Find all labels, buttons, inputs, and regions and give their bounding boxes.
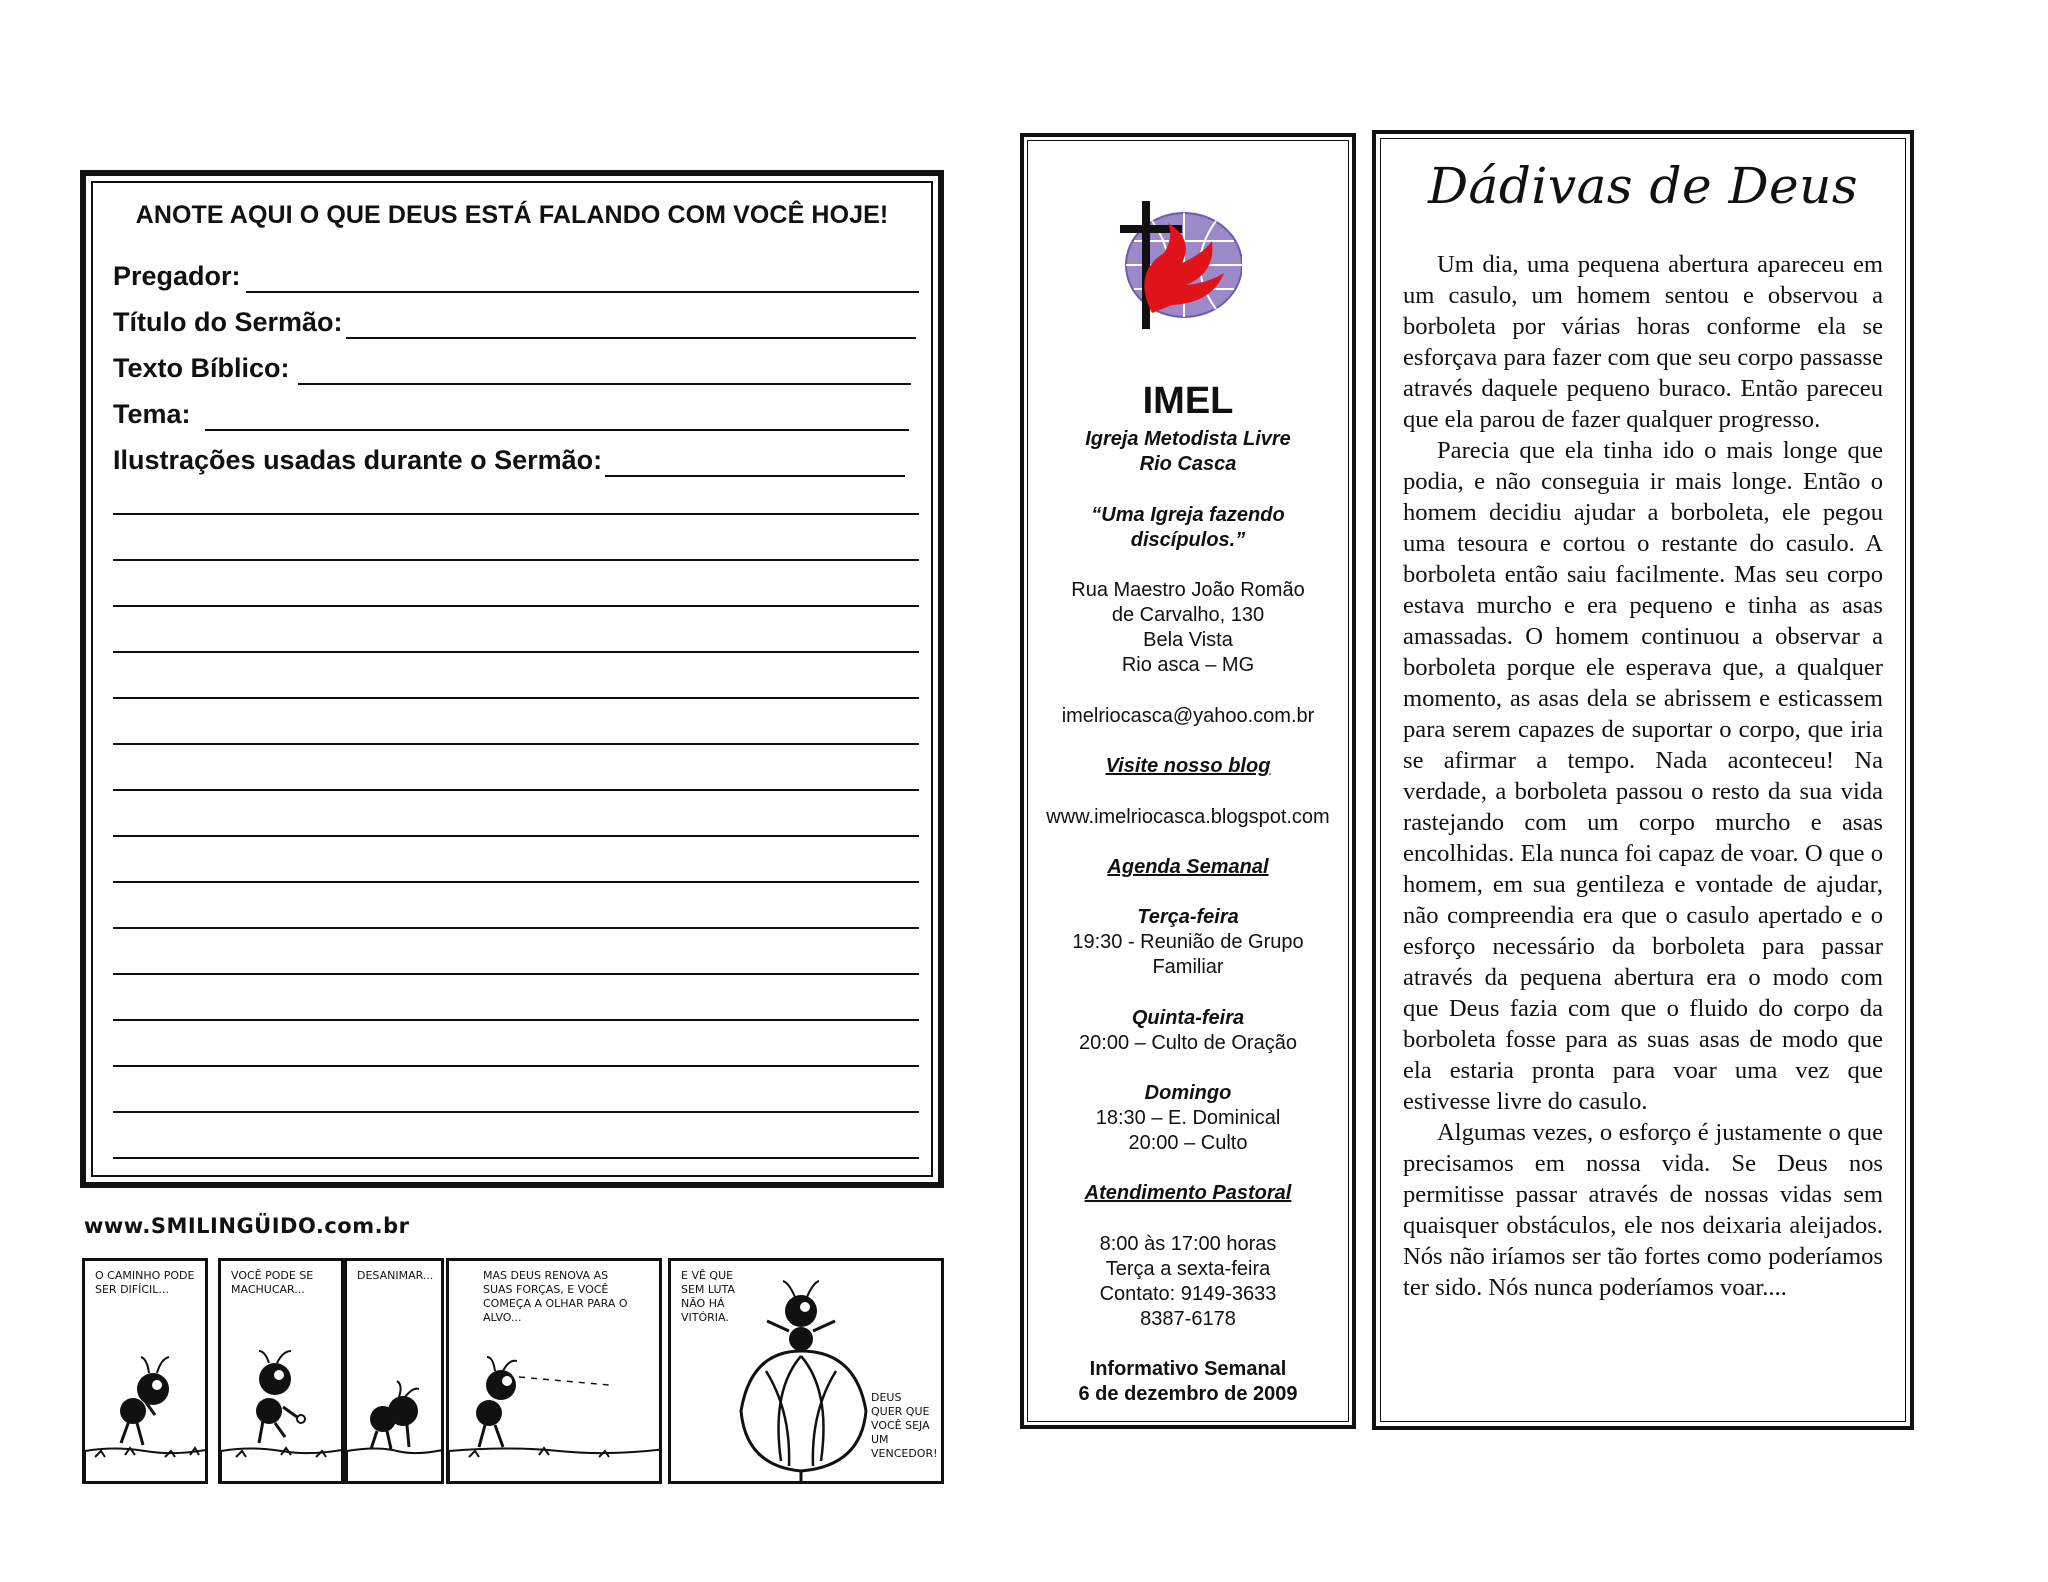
motto-line2: discípulos.” <box>1130 529 1246 551</box>
ant-hurt-icon <box>221 1261 344 1484</box>
note-line[interactable] <box>113 743 919 745</box>
church-info-panel <box>1020 133 1356 1429</box>
sunday-event-2: 20:00 – Culto <box>1128 1132 1248 1154</box>
note-line[interactable] <box>113 1157 919 1159</box>
address-line: Bela Vista <box>1143 629 1233 651</box>
note-line[interactable] <box>113 789 919 791</box>
sermon-title-line[interactable] <box>346 337 916 339</box>
comic-panel-1 <box>82 1258 208 1484</box>
preacher-field[interactable] <box>113 261 919 295</box>
note-line[interactable] <box>113 1019 919 1021</box>
comic-strip <box>80 1212 944 1494</box>
preacher-label: Pregador: <box>113 261 241 291</box>
sunday-day: Domingo <box>1144 1082 1232 1104</box>
theme-label: Tema: <box>113 399 191 429</box>
note-line[interactable] <box>113 697 919 699</box>
methodist-cross-flame-logo <box>1112 193 1242 333</box>
story-paragraph-2: Parecia que ela tinha ido o mais longe que podia, e não conseguia ir mais longe. Então o homem decidiu ajudar a borboleta, ele pegou uma tesoura e cortou o restante do casulo. A borboleta então saiu facilmente. Mas seu corpo estava murcho e era pequeno e tinha as asas amassadas. O homem continuou a observar a borboleta porque ele esperava que, a qualquer momento, as asas dela se abrissem e esticassem para serem capazes de suportar o corpo, que iria se afirmar a tempo. Nada aconteceu! Na verdade, a borboleta passou o resto da sua vida rastejando com um corpo murcho e asas encolhidas. Ela nunca foi capaz de voar. O que o homem, em sua gentileza e vontade de ajudar, não compreendia era que o casulo apertado e o esforço necessário da borboleta para passar através da pequena abertura era o modo com que Deus fazia com que o fluido do corpo da borboleta fosse para as suas asas de modo que ela estaria pronta para voar uma vez que estivesse livre do casulo. <box>1403 437 1883 1115</box>
story-title: Dádivas de Deus <box>1427 157 1859 215</box>
note-line[interactable] <box>113 1065 919 1067</box>
note-line[interactable] <box>113 651 919 653</box>
notes-heading: ANOTE AQUI O QUE DEUS ESTÁ FALANDO COM VOCÊ HOJE! <box>135 201 889 229</box>
bible-text-line[interactable] <box>298 383 911 385</box>
notes-panel-inner-border <box>91 181 933 1177</box>
thursday-day: Quinta-feira <box>1131 1007 1245 1029</box>
blog-url[interactable]: www.imelriocasca.blogspot.com <box>1046 806 1330 828</box>
notes-panel <box>80 170 944 1188</box>
note-line[interactable] <box>113 559 919 561</box>
tuesday-event-cont: Familiar <box>1152 956 1224 978</box>
ant-walking-icon <box>85 1261 208 1484</box>
comic-panel-2 <box>218 1258 344 1484</box>
pastoral-contact: Contato: 9149-3633 <box>1099 1283 1277 1305</box>
address-line: Rua Maestro João Romão <box>1071 579 1305 601</box>
illustrations-field[interactable] <box>113 445 919 479</box>
story-body <box>1403 249 1883 1303</box>
bible-text-label: Texto Bíblico: <box>113 353 290 383</box>
pastoral-days: Terça a sexta-feira <box>1105 1258 1271 1280</box>
note-line[interactable] <box>113 927 919 929</box>
comic-caption-5: E VÊ QUE SEM LUTA NÃO HÁ VITÓRIA. <box>681 1269 735 1324</box>
illustrations-line[interactable] <box>605 475 905 477</box>
church-info-inner-border <box>1027 140 1349 1422</box>
sermon-title-field[interactable] <box>113 307 919 341</box>
motto-line1: “Uma Igreja fazendo <box>1091 504 1285 526</box>
address-line: Rio asca – MG <box>1121 654 1255 676</box>
tuesday-day: Terça-feira <box>1137 906 1239 928</box>
church-name-line1: Igreja Metodista Livre <box>1085 428 1291 450</box>
address-line: de Carvalho, 130 <box>1111 604 1265 626</box>
note-line[interactable] <box>113 881 919 883</box>
story-paragraph-1: Um dia, uma pequena abertura apareceu em um casulo, um homem sentou e observou a borboleta por várias horas conforme ela se esforçava para fazer com que seu corpo passasse através daquele pequeno buraco. Então pareceu que ela parou de fazer qualquer progresso. <box>1403 251 1883 433</box>
note-line[interactable] <box>113 973 919 975</box>
note-line[interactable] <box>113 835 919 837</box>
thursday-event: 20:00 – Culto de Oração <box>1079 1032 1297 1054</box>
church-acronym: IMEL <box>1142 380 1234 422</box>
comic-panel-5 <box>668 1258 944 1484</box>
tuesday-event: 19:30 - Reunião de Grupo <box>1072 931 1304 953</box>
comic-caption-4: MAS DEUS RENOVA AS SUAS FORÇAS, E VOCÊ COMEÇA A OLHAR PARA O ALVO... <box>483 1269 628 1324</box>
note-line[interactable] <box>113 513 919 515</box>
ant-looking-icon <box>449 1261 662 1484</box>
ant-on-flower-icon <box>671 1261 944 1484</box>
comic-panel-4 <box>446 1258 662 1484</box>
church-name-line2: Rio Casca <box>1139 453 1237 475</box>
bulletin-label: Informativo Semanal <box>1089 1358 1287 1380</box>
blog-heading: Visite nosso blog <box>1105 755 1271 777</box>
pastoral-contact-2: 8387-6178 <box>1140 1308 1236 1330</box>
sermon-title-label: Título do Sermão: <box>113 307 343 337</box>
story-paragraph-3: Algumas vezes, o esforço é justamente o que precisamos em nossa vida. Se Deus nos permitisse passar através de nossas vidas sem quaisquer obstáculos, ele nos deixaria aleijados. Nós não iríamos ser tão fortes como poderíamos ter sido. Nós nunca poderíamos voar.... <box>1403 1119 1883 1301</box>
theme-field[interactable] <box>113 399 919 433</box>
story-panel <box>1372 130 1914 1430</box>
comic-caption-5b: DEUS QUER QUE VOCÊ SEJA UM VENCEDOR! <box>871 1391 938 1460</box>
story-inner-border <box>1380 138 1906 1422</box>
pastoral-hours: 8:00 às 17:00 horas <box>1099 1233 1277 1255</box>
bible-text-field[interactable] <box>113 353 919 387</box>
comic-caption-1: O CAMINHO PODE SER DIFÍCIL... <box>95 1269 195 1296</box>
illustrations-label: Ilustrações usadas durante o Sermão: <box>113 445 603 475</box>
comic-caption-2: VOCÊ PODE SE MACHUCAR... <box>231 1269 314 1296</box>
pastoral-heading: Atendimento Pastoral <box>1084 1182 1292 1204</box>
preacher-line[interactable] <box>246 291 919 293</box>
comic-caption-3: DESANIMAR... <box>357 1269 434 1282</box>
theme-line[interactable] <box>205 429 909 431</box>
ant-discouraged-icon <box>347 1261 444 1484</box>
comic-site-url: www.SMILINGÜIDO.com.br <box>84 1214 410 1238</box>
church-email[interactable]: imelriocasca@yahoo.com.br <box>1061 705 1315 727</box>
sunday-event: 18:30 – E. Dominical <box>1095 1107 1281 1129</box>
note-line[interactable] <box>113 605 919 607</box>
note-line[interactable] <box>113 1111 919 1113</box>
bulletin-date: 6 de dezembro de 2009 <box>1078 1383 1298 1405</box>
comic-panel-3 <box>344 1258 444 1484</box>
agenda-heading: Agenda Semanal <box>1107 856 1269 878</box>
